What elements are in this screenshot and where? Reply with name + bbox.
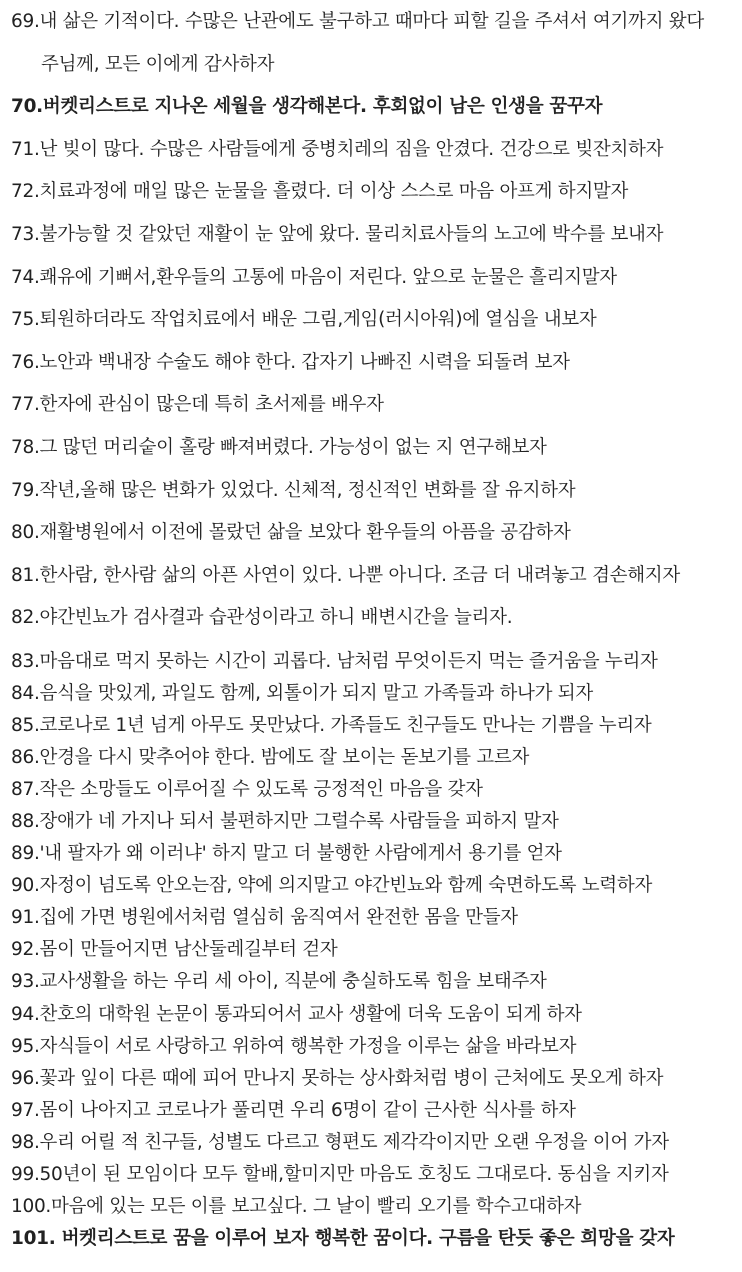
list-item: 84.음식을 맛있게, 과일도 함께, 외톨이가 되지 말고 가족들과 하나가 되자 xyxy=(11,683,593,705)
list-item: 70.버켓리스트로 지나온 세월을 생각해본다. 후회없이 남은 인생을 꿈꾸자 xyxy=(11,96,603,118)
list-item: 93.교사생활을 하는 우리 세 아이, 직분에 충실하도록 힘을 보태주자 xyxy=(11,971,547,993)
list-item: 72.치료과정에 매일 많은 눈물을 흘렸다. 더 이상 스스로 마음 아프게 하지말자 xyxy=(11,181,629,203)
bucket-list-section-1 xyxy=(11,1,742,640)
list-item: 82.야간빈뇨가 검사결과 습관성이라고 하니 배변시간을 늘리자. xyxy=(11,607,513,629)
list-item: 99.50년이 된 모임이다 모두 할배,할미지만 마음도 호칭도 그대로다. 동심을 지키자 xyxy=(11,1163,669,1185)
list-item: 96.꽃과 잎이 다른 때에 피어 만나지 못하는 상사화처럼 병이 근처에도 못오게 하자 xyxy=(11,1067,664,1089)
list-item: 89.'내 팔자가 왜 이러냐' 하지 말고 더 불행한 사람에게서 용기를 얻자 xyxy=(11,843,562,865)
list-item: 79.작년,올해 많은 변화가 있었다. 신체적, 정신적인 변화를 잘 유지하자 xyxy=(11,479,576,501)
list-item: 81.한사람, 한사람 삶의 아픈 사연이 있다. 나뿐 아니다. 조금 더 내려놓고 겸손해지자 xyxy=(11,564,680,586)
list-item: 83.마음대로 먹지 못하는 시간이 괴롭다. 남처럼 무엇이든지 먹는 즐거움을 누리자 xyxy=(11,651,658,672)
list-item: 69.내 삶은 기적이다. 수많은 난관에도 불구하고 때마다 피할 길을 주셔서 여기까지 왔다 xyxy=(11,11,704,32)
list-item: 87.작은 소망들도 이루어질 수 있도록 긍정적인 마음을 갖자 xyxy=(11,779,483,801)
list-item: 77.한자에 관심이 많은데 특히 초서제를 배우자 xyxy=(11,394,384,416)
list-item: 75.퇴원하더라도 작업치료에서 배운 그림,게임(러시아워)에 열심을 내보자 xyxy=(11,309,597,331)
list-item: 94.찬호의 대학원 논문이 통과되어서 교사 생활에 더욱 도움이 되게 하자 xyxy=(11,1003,582,1025)
list-item: 91.집에 가면 병원에서처럼 열심히 움직여서 완전한 몸을 만들자 xyxy=(11,907,518,929)
list-item: 85.코로나로 1년 넘게 아무도 못만났다. 가족들도 친구들도 만나는 기쁨을 누리자 xyxy=(11,715,652,737)
list-item: 74.쾌유에 기뻐서,환우들의 고통에 마음이 저린다. 앞으로 눈물은 흘리지말자 xyxy=(11,266,617,288)
list-item: 80.재활병원에서 이전에 몰랐던 삶을 보았다 환우들의 아픔을 공감하자 xyxy=(11,522,571,544)
list-item: 76.노안과 백내장 수술도 해야 한다. 갑자기 나빠진 시력을 되돌려 보자 xyxy=(11,351,570,373)
list-item: 73.불가능할 것 같았던 재활이 눈 앞에 왔다. 물리치료사들의 노고에 박수를 보내자 xyxy=(11,223,664,245)
list-item: 86.안경을 다시 맞추어야 한다. 밤에도 잘 보이는 돋보기를 고르자 xyxy=(11,747,530,769)
list-item: 92.몸이 만들어지면 남산둘레길부터 걷자 xyxy=(11,939,338,961)
bucket-list-section-2 xyxy=(11,646,742,1255)
list-item: 88.장애가 네 가지나 되서 불편하지만 그럴수록 사람들을 피하지 말자 xyxy=(11,811,559,833)
list-item: 97.몸이 나아지고 코로나가 풀리면 우리 6명이 같이 근사한 식사를 하자 xyxy=(11,1099,576,1121)
list-item: 71.난 빚이 많다. 수많은 사람들에게 중병치레의 짐을 안겼다. 건강으로 빚잔치하자 xyxy=(11,138,664,160)
list-item: 78.그 많던 머리숱이 홀랑 빠져버렸다. 가능성이 없는 지 연구해보자 xyxy=(11,436,547,458)
list-item-continuation: 주님께, 모든 이에게 감사하자 xyxy=(41,53,275,75)
list-item: 101. 버켓리스트로 꿈을 이루어 보자 행복한 꿈이다. 구름을 탄듯 좋은 희망을 갖자 xyxy=(11,1227,675,1249)
list-item: 95.자식들이 서로 사랑하고 위하여 행복한 가정을 이루는 삶을 바라보자 xyxy=(11,1035,577,1057)
list-item: 90.자정이 넘도록 안오는잠, 약에 의지말고 야간빈뇨와 함께 숙면하도록 노력하자 xyxy=(11,875,653,897)
list-item: 100.마음에 있는 모든 이를 보고싶다. 그 날이 빨리 오기를 학수고대하자 xyxy=(11,1195,582,1217)
list-item: 98.우리 어릴 적 친구들, 성별도 다르고 형편도 제각각이지만 오랜 우정을 이어 가자 xyxy=(11,1131,669,1153)
